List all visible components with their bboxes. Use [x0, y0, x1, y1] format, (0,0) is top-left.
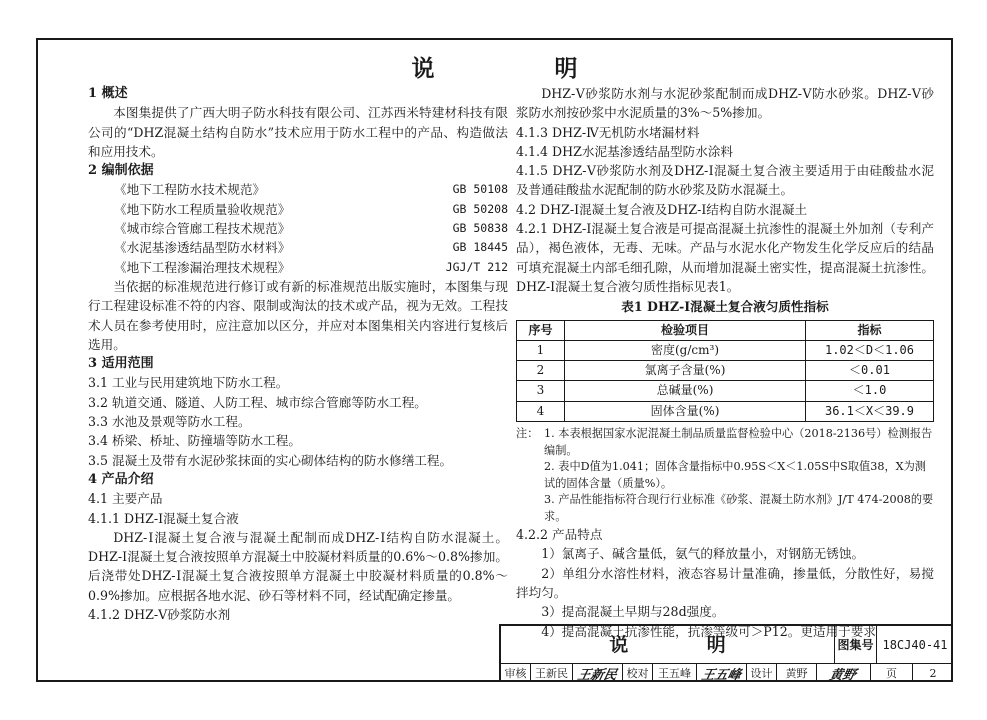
note-label: [516, 492, 544, 525]
reviewer-signature: [573, 664, 623, 682]
checker-signature: [697, 664, 747, 682]
note-item: [516, 459, 934, 492]
table-row: [517, 381, 934, 401]
note-text: [544, 459, 934, 492]
section-3-heading: 3 适用范围: [88, 356, 154, 372]
note-label: [516, 459, 544, 492]
reference-title: 《地下工程渗漏治理技术规程》: [114, 259, 291, 275]
reference-code: GB 50108: [452, 182, 508, 197]
note-label: 注：: [516, 427, 539, 441]
section-4-1-1-text: DHZ-Ⅰ混凝土复合液与混凝土配制而成DHZ-Ⅰ结构自防水混凝土。DHZ-Ⅰ混凝土复合液按照单方混凝土中胶凝材料质量的0.6%～0.8%掺加。后浇带处DHZ-Ⅰ混凝土复合液按照单方混凝土中胶凝材料质量的0.8%～0.9%掺加。应根据各地水泥、砂石等材料不同，经试配确定掺量。: [88, 529, 508, 603]
table-cell: 氯离子含量(%): [565, 361, 806, 381]
section-4-1-3: 4.1.3 DHZ-Ⅳ无机防水堵漏材料: [516, 124, 700, 140]
left-column: [88, 84, 508, 624]
note-item: [516, 426, 934, 459]
title-block-title: 说 明: [501, 626, 835, 663]
reference-item: [88, 258, 508, 277]
designer-name: 黄野: [777, 664, 817, 682]
scope-item: 3.5 混凝土及带有水泥砂浆抹面的实心砌体结构的防水修缮工程。: [88, 452, 453, 468]
section-4-1: 4.1 主要产品: [88, 491, 163, 507]
title-block-top-row: [501, 626, 953, 664]
table-row: [517, 340, 934, 360]
checker-name: 王五峰: [653, 664, 697, 682]
reference-title: 《地下工程防水技术规范》: [114, 182, 266, 198]
right-column: [516, 84, 934, 641]
check-label: 校对: [623, 664, 653, 682]
reference-title: 《水泥基渗透结晶型防水材料》: [114, 240, 291, 256]
section-4-2: 4.2 DHZ-Ⅰ混凝土复合液及DHZ-Ⅰ结构自防水混凝土: [516, 201, 808, 217]
section-4-1-5: 4.1.5 DHZ-Ⅴ砂浆防水剂及DHZ-Ⅰ混凝土复合液主要适用于由硅酸盐水泥及普通硅酸盐水泥配制的防水砂浆及防水混凝土。: [516, 163, 934, 198]
title-block: [499, 624, 953, 682]
section-1-heading: 1 概述: [88, 86, 128, 101]
reference-title: 《地下防水工程质量验收规范》: [114, 201, 291, 217]
page-number: 2: [929, 666, 937, 680]
atlas-number: 18CJ40-41: [882, 637, 948, 652]
signature-mark: 黄野: [828, 667, 858, 683]
drawing-sheet: [36, 38, 953, 682]
page-title: 说 明: [411, 55, 634, 82]
table-row: [517, 401, 934, 421]
page-label: 页: [871, 664, 913, 682]
note-body: 表中D值为1.041；固体含量指标中0.95S＜X＜1.05S中S取值38，X为测试的固体含量（质量%）。: [544, 460, 926, 490]
note-number: 1.: [544, 427, 555, 441]
section-2-heading: 2 编制依据: [88, 163, 154, 179]
table-cell: ＜0.01: [806, 361, 934, 381]
table-notes: [516, 426, 934, 525]
reference-item: [88, 180, 508, 199]
reference-item: [88, 200, 508, 219]
table-cell: 密度(g/cm³): [565, 340, 806, 360]
review-label: 审核: [501, 664, 531, 682]
section-4-1-2: 4.1.2 DHZ-Ⅴ砂浆防水剂: [88, 607, 231, 623]
table-cell: 36.1＜X＜39.9: [806, 401, 934, 421]
reference-code: JGJ/T 212: [445, 259, 508, 274]
section-1-text: 本图集提供了广西大明子防水科技有限公司、江苏西米特建材科技有限公司的“DHZ混凝土结构自防水”技术应用于防水工程中的产品、构造做法和应用技术。: [88, 105, 508, 159]
table-body: [517, 340, 934, 421]
table-cell: ＜1.0: [806, 381, 934, 401]
section-4-1-2-text: DHZ-Ⅴ砂浆防水剂与水泥砂浆配制而成DHZ-Ⅴ防水砂浆。DHZ-Ⅴ砂浆防水剂按砂浆中水泥质量的3%～5%掺加。: [516, 86, 934, 121]
table-cell: 3: [517, 381, 565, 401]
section-2-text: 当依据的标准规范进行修订或有新的标准规范出版实施时，本图集与现行工程建设标准不符的内容、限制或淘汰的技术或产品，视为无效。工程技术人员在参考使用时，应注意加以区分，并应对本图集相关内容进行复核后选用。: [88, 278, 508, 352]
note-text: [544, 492, 934, 525]
table-header-cell: 检验项目: [565, 320, 806, 340]
section-4-1-1: 4.1.1 DHZ-Ⅰ混凝土复合液: [88, 510, 239, 526]
reference-list: [88, 180, 508, 276]
table-cell: 固体含量(%): [565, 401, 806, 421]
table-header-row: [517, 320, 934, 340]
table-cell: 1.02＜D＜1.06: [806, 340, 934, 360]
table-caption: 表1 DHZ-Ⅰ混凝土复合液匀质性指标: [621, 299, 829, 315]
table-cell: 4: [517, 401, 565, 421]
table-cell: 总碱量(%): [565, 381, 806, 401]
scope-list: [88, 373, 508, 469]
atlas-number-label: 图集号: [835, 626, 877, 663]
design-label: 设计: [747, 664, 777, 682]
feature-item: 4）提高混凝土抗渗性能，抗渗等级可＞P12。更适用于要求: [541, 623, 876, 639]
section-4-2-1: 4.2.1 DHZ-Ⅰ混凝土复合液是可提高混凝土抗渗性的混凝土外加剂（专利产品），褐色液体，无毒、无味。产品与水泥水化产物发生化学反应后的结晶可填充混凝土内部毛细孔隙，从而增加混凝土密实性，提高混凝土抗渗性。DHZ-Ⅰ混凝土复合液匀质性指标见表1。: [516, 221, 934, 294]
table-header-cell: 指标: [806, 320, 934, 340]
note-number: 3.: [544, 493, 555, 507]
table-cell: 2: [517, 361, 565, 381]
scope-item: 3.2 轨道交通、隧道、人防工程、城市综合管廊等防水工程。: [88, 394, 427, 410]
reference-title: 《城市综合管廊工程技术规范》: [114, 221, 291, 237]
reference-code: GB 18445: [452, 240, 508, 255]
spec-table: [516, 320, 934, 422]
title-block-signature-row: [501, 664, 953, 682]
reference-code: GB 50838: [452, 221, 508, 236]
scope-item: 3.3 水池及景观等防水工程。: [88, 414, 251, 430]
section-4-heading: 4 产品介绍: [88, 471, 154, 487]
table-row: [517, 361, 934, 381]
feature-item: 2）单组分水溶性材料，液态容易计量准确，掺量低，分散性好，易搅拌均匀。: [516, 565, 934, 600]
table-cell: 1: [517, 340, 565, 360]
reference-item: [88, 219, 508, 238]
scope-item: 3.1 工业与民用建筑地下防水工程。: [88, 375, 289, 391]
section-4-2-2: 4.2.2 产品特点: [516, 527, 603, 543]
feature-item: 3）提高混凝土早期与28d强度。: [541, 604, 725, 620]
reference-item: [88, 238, 508, 257]
scope-item: 3.4 桥梁、桥址、防撞墙等防水工程。: [88, 433, 301, 449]
note-body: 产品性能指标符合现行行业标准《砂浆、混凝土防水剂》J/T 474-2008的要求。: [544, 493, 934, 523]
signature-mark: 王五峰: [699, 667, 743, 683]
note-item: [516, 492, 934, 525]
feature-item: 1）氯离子、碱含量低，氨气的释放量小，对钢筋无锈蚀。: [541, 546, 865, 562]
signature-mark: 王新民: [575, 667, 619, 683]
note-text: [544, 426, 934, 459]
reviewer-name: 王新民: [531, 664, 573, 682]
table-header-cell: 序号: [517, 320, 565, 340]
note-number: 2.: [544, 460, 555, 474]
section-4-1-4: 4.1.4 DHZ水泥基渗透结晶型防水涂料: [516, 143, 734, 159]
reference-code: GB 50208: [452, 201, 508, 216]
designer-signature: [817, 664, 871, 682]
note-body: 本表根据国家水泥混凝土制品质量监督检验中心（2018-2136号）检测报告编制。: [544, 427, 933, 457]
